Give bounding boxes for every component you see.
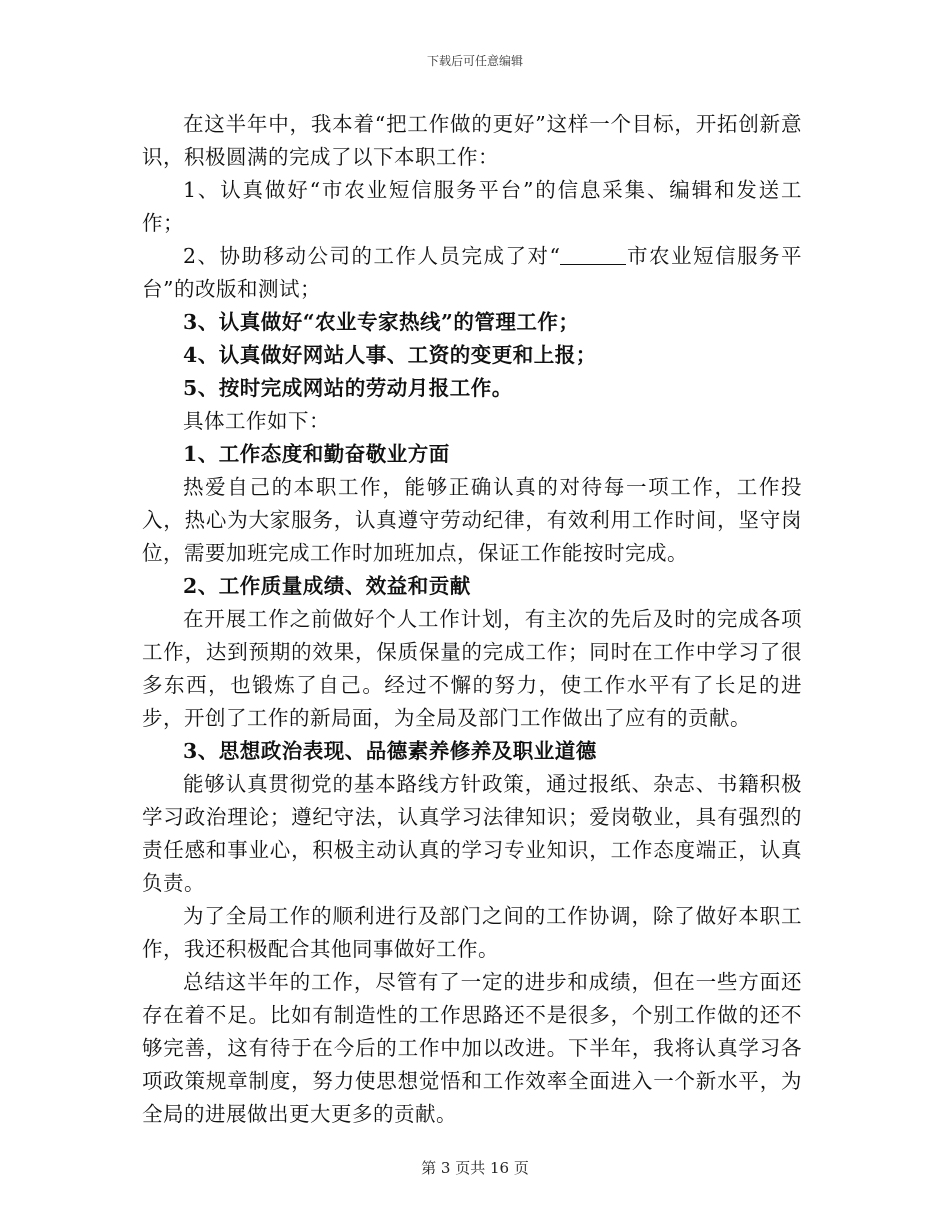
section-heading-2: 2、工作质量成绩、效益和贡献 [183, 574, 471, 598]
list-item-1: 1、认真做好“市农业短信服务平台”的信息采集、编辑和发送工作； [142, 178, 802, 235]
document-body [142, 108, 802, 1131]
blank-underline [560, 244, 626, 266]
page-footer: 第 3 页共 16 页 [421, 1159, 529, 1177]
paragraph-summary: 总结这半年的工作，尽管有了一定的进步和成绩，但在一些方面还存在着不足。比如有制造性的工作思路还不是很多，个别工作做的还不够完善，这有待于在今后的工作中加以改进。下半年，我将认真学习各项政策规章制度，努力使思想觉悟和工作效率全面进入一个新水平，为全局的进展做出更大更多的贡献。 [142, 970, 802, 1126]
paragraph-details-intro: 具体工作如下： [183, 409, 330, 433]
paragraph-section-2: 在开展工作之前做好个人工作计划，有主次的先后及时的完成各项工作，达到预期的效果，保质保量的完成工作；同时在工作中学习了很多东西，也锻炼了自己。经过不懈的努力，使工作水平有了长足的进步，开创了工作的新局面，为全局及部门工作做出了应有的贡献。 [142, 607, 802, 730]
page-header: 下载后可任意编辑 [426, 54, 523, 68]
list-item-3: 3、认真做好“农业专家热线”的管理工作； [183, 310, 580, 334]
paragraph-section-1: 热爱自己的本职工作，能够正确认真的对待每一项工作，工作投入，热心为大家服务，认真遵守劳动纪律，有效利用工作时间，坚守岗位，需要加班完成工作时加班加点，保证工作能按时完成。 [142, 475, 802, 565]
list-item-5: 5、按时完成网站的劳动月报工作。 [183, 376, 513, 400]
section-heading-3: 3、思想政治表现、品德素养修养及职业道德 [183, 739, 597, 763]
paragraph-section-3: 能够认真贯彻党的基本路线方针政策，通过报纸、杂志、书籍积极学习政治理论；遵纪守法，认真学习法律知识；爱岗敬业，具有强烈的责任感和事业心，积极主动认真的学习专业知识，工作态度端正，认真负责。 [142, 772, 802, 895]
list-item-2-post: 市农业短信服务平台”的改版和测试； [142, 244, 802, 301]
list-item-4: 4、认真做好网站人事、工资的变更和上报； [183, 343, 597, 367]
paragraph-intro: 在这半年中，我本着“把工作做的更好”这样一个目标，开拓创新意识，积极圆满的完成了以下本职工作： [142, 112, 802, 169]
list-item-2 [142, 240, 802, 306]
paragraph-cooperation: 为了全局工作的顺利进行及部门之间的工作协调，除了做好本职工作，我还积极配合其他同事做好工作。 [142, 904, 802, 961]
section-heading-1: 1、工作态度和勤奋敬业方面 [183, 442, 450, 466]
list-item-2-pre: 2、协助移动公司的工作人员完成了对“ [183, 244, 561, 268]
